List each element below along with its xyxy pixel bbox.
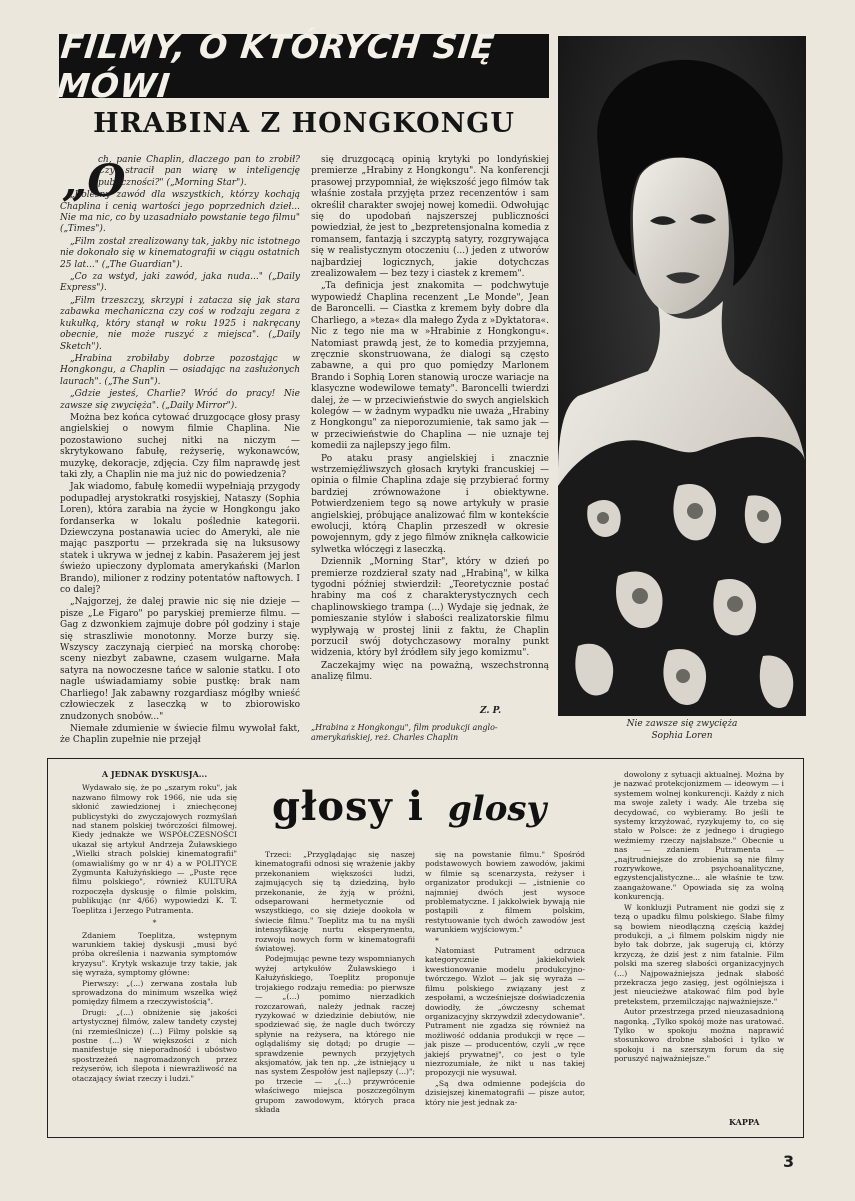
paragraph: Drugi: „(...) obniżenie się jakości artystycznej filmów, zalew tandety czystej (ni rzemieślnicze) (...) Filmy polskie są postne (...) W większości z nich manifestuje się nieporadność i ubóstwo spostrzeżeń nagromadzonych przez reżyserów, ich ślepota i niewrażliwość na otaczający świat rzeczy i ludzi." bbox=[72, 1007, 237, 1083]
box-column-3 bbox=[425, 850, 585, 1130]
article-column-1 bbox=[60, 155, 300, 746]
paragraph: się druzgocącą opinią krytyki po londyńskiej premierze „Hrabiny z Hongkongu". Na konferencji prasowej przypomniał, że większość jego filmów tak właśnie została przyjęta przez recenzentów i sam określił charakter swojej nowej komedii. Odwołując się do upodobań najszerszej publiczności powiedział, że jest to „bezpretensjonalna komedia z romansem, fantazją i szczyptą satyry, rozgrywająca się w realistycznym otoczeniu (...) jeden z utworów najbardziej logicznych, jakie dotychczas zrealizowałem — bez tezy i ciastek z kremem". bbox=[311, 155, 550, 280]
paragraph: „Najgorzej, że dalej prawie nic się nie dzieje — pisze „Le Figaro" po paryskiej premierze filmu. — Gag z dzwonkiem zajmuje dobre pół godziny i staje się straszliwie monotonny. Morze burzy się. Wszyscy zaczynają cierpieć na morską chorobę: sceny niezbyt zabawne, czasem wulgarne. Mała satyra na nowoczesne tańce w salonie statku. I oto nagle uświadamiamy sobie pustkę: brak nam Charliego! Jak zabawny rozgardiasz mógłby wnieść człowieczek z laseczką w to zbiorowisko znudzonych snobów..." bbox=[60, 597, 300, 722]
paragraph: Pierwszy: „(...) zerwana została lub sprowadzona do minimum wszelka więź pomiędzy filmem a rzeczywistością". bbox=[72, 978, 237, 1007]
paragraph: ch, panie Chaplin, dlaczego pan to zrobił? Czy stracił pan wiarę w inteligencję publiczności?" („Morning Star"). bbox=[98, 155, 300, 188]
portrait-illustration bbox=[558, 36, 806, 716]
separator-star: * bbox=[152, 918, 157, 928]
photo-caption-line-2: Sophia Loren bbox=[651, 731, 713, 741]
paragraph: Natomiast Putrament odrzuca kategorycznie jakiekolwiek kwestionowanie modelu produkcyjno-twórczego. Wzlot — jak się wyraża — filmu polskiego związany jest z zespołami, a wcześniejsze doświadczenia dowiodły, że „ówczesny schemat organizacyjny skrzywdził zdecydowanie". Putrament nie zgadza się również na możliwość oddania produkcji w ręce — jak pisze — producentów, czyli „w ręce jakiejś prywatnej", co jest o tyle niezrozumiałe, że nikt u nas takiej propozycji nie wysuwał. bbox=[425, 946, 585, 1078]
box-column-4 bbox=[614, 770, 784, 1125]
paragraph: „Są dwa odmienne podejścia do dzisiejszej kinematografii — pisze autor, który nie jest jednak za- bbox=[425, 1078, 585, 1107]
photo-caption-line-1: Nie zawsze się zwycięża bbox=[626, 719, 738, 729]
paragraph: dowolony z sytuacji aktualnej. Można by je nazwać protekcjonizmem — ideowym — i systemem wolnej konkurencji. Każdy z nich ma swoje zalety i wady. Ale trzeba się decydować, co wybieramy. Bo jeśli te systemy krzyżować, ryzykujemy to, co się stało w Polsce: że z jednego i drugiego weźmiemy rzeczy najsłabsze." Obecnie u nas — zdaniem Putramenta — „najtrudniejsze do zrobienia są nie filmy rozrywkowe, psychoanalityczne, egzystencjalistyczne... ale właśnie te tzw. zaangażowane." Opowiada się za wolną konkurencją. bbox=[614, 770, 784, 902]
paragraph: „Film trzeszczy, skrzypi i zatacza się jak stara zabawka mechaniczna czy coś w rodzaju zegara z kukułką, który stanął w roku 1925 i nakręcany obecnie, nie może ruszyć z miejsca". („Daily Sketch"). bbox=[60, 295, 300, 352]
box-title-part-1: głosy i bbox=[272, 783, 424, 830]
paragraph: „Hrabina zrobiłaby dobrze pozostając w Hongkongu, a Chaplin — osiadając na zasłużonych laurach". („The Sun"). bbox=[60, 353, 300, 387]
paragraph: się na powstanie filmu." Spośród podstawowych bowiem zawodów, jakimi w filmie są scenarzysta, reżyser i organizator produkcji — „istnienie co najmniej dwóch jest wysoce problematyczne. I jakkolwiek bywają nie postąpili z filmem polskim, restytuowanie tych dwóch zawodów jest warunkiem wyjściowym." bbox=[425, 850, 585, 935]
film-caption: „Hrabina z Hongkongu", film produkcji anglo-amerykańskiej, reż. Charles Chaplin bbox=[311, 723, 498, 742]
box-title-part-2: glosy bbox=[448, 789, 547, 829]
sophia-loren-photo bbox=[558, 36, 806, 716]
paragraph: Autor przestrzega przed nieuzasadnioną nagonką. „Tylko spokój może nas uratować. Tylko w spokoju można naprawić stosunkowo drobne słabości i tylko w spokoju i na szerszym forum da się poruszyć najważniejsze." bbox=[614, 1007, 784, 1064]
paragraph: „Gdzie jesteś, Charlie? Wróć do pracy! Nie zawsze się zwycięża". („Daily Mirror"). bbox=[60, 389, 300, 411]
paragraph: „Co za wstyd, jaki zawód, jaka nuda..." („Daily Express"). bbox=[60, 272, 300, 294]
box-column-2 bbox=[255, 850, 415, 1130]
box-signature: KAPPA bbox=[729, 1117, 760, 1127]
box-column-heading: A JEDNAK DYSKUSJA... bbox=[101, 769, 208, 779]
paragraph: „Bolesny zawód dla wszystkich, którzy kochają Chaplina i cenią wartości jego poprzednich dzieł... Nie ma nic, co by uzasadniało powstanie tego filmu" („Times"). bbox=[60, 190, 300, 235]
paragraph: „Ta definicja jest znakomita — podchwytuje wypowiedź Chaplina recenzent „Le Monde", Jean de Baroncelli. — Ciastka z kremem były dobre dla Charliego, a »teza« dla małego Żyda z »Dyktatora«. Nic z tego nie ma w »Hrabinie z Hongkongu«. Natomiast prawdą jest, że to komedia przyjemna, zręcznie skonstruowana, że dialogi są często zabawne, a qui pro quo pomiędzy Marlonem Brando i Sophią Loren stanowią urocze wariacje na klasyczne wodewilowe tematy". Baroncelli twierdzi dalej, że — w przeciwieństwie do swych angielskich kolegów — w żadnym wypadku nie uważa „Hrabiny z Hongkongu" za nieporozumienie, tak samo jak — w przeciwieństwie do Chaplina — nie uznaje tej komedii za najlepszy jego film. bbox=[311, 281, 549, 452]
article-headline: HRABINA Z HONGKONGU bbox=[93, 108, 515, 139]
paragraph: Dziennik „Morning Star", który w dzień po premierze rozdzierał szaty nad „Hrabiną", w kilka tygodni później stwierdził: „Teoretycznie postać hrabiny ma coś z charakterystycznych cech chaplinowskiego trampa (...) Wydaje się jednak, że pomieszanie stylów i słabości realizatorskie filmu wypływają w prostej linii z faktu, że Chaplin porzucił swój dotychczasowy moralny punkt widzenia, który był źródłem siły jego komizmu". bbox=[311, 557, 549, 659]
paragraph: „Film został zrealizowany tak, jakby nic istotnego nie dokonało się w kinematografii w ciągu ostatnich 25 lat..." („The Guardian"). bbox=[60, 236, 300, 270]
article-signature: Z. P. bbox=[480, 706, 502, 716]
paragraph: Jak wiadomo, fabułę komedii wypełniają przygody podupadłej arystokratki rosyjskiej, Nataszy (Sophia Loren), która zarabia na życie w Hongkongu jako fordanserka w lokalu poślednie kategorii. Dziewczyna postanawia uciec do Ameryki, ale nie mając paszportu — przekrada się na luksusowy statek i ukrywa w jednej z kabin. Pasażerem jej jest świeżo upieczony dyplomata amerykański (Marlon Brando), milioner z rodziny potentatów naftowych. I co dalej? bbox=[60, 482, 300, 596]
photo-caption bbox=[558, 718, 806, 742]
paragraph: Podejmując pewne tezy wspomnianych wyżej artykułów Żuławskiego i Kałużyńskiego, Toeplitz proponuje trojakiego rodzaju remedia: po pierwsze — „(...) pomimo nierzadkich rozczarowań, należy jednak raczej ryzykować w dziedzinie debiutów, nie spodziewać się, że nagle duch twórczy spłynie na reżysera, na którego nie oglądaliśmy się dotąd; po drugie — sprawdzenie pewnych przyjętych aksjomatów, jak ten np. „że istniejący u nas system Zespołów jest najlepszy (...)"; po trzecie — „(...) przywrócenie właściwego miejsca poszczególnym grupom zawodowym, których praca składa bbox=[255, 954, 415, 1114]
paragraph: Trzeci: „Przyglądając się naszej kinematografii odnosi się wrażenie jakby przekonaniem większości ludzi, zajmujących się tą dziedziną, było przekonanie, że żyją w próżni, odseparowani hermetycznie od wszystkiego, co się dzieje dookoła w świecie filmu." Toeplitz ma tu na myśli intensyfikację nurtu eksperymentu, rozwoju nowych form w kinematografii światowej. bbox=[255, 850, 415, 954]
separator-star: * bbox=[435, 935, 439, 945]
paragraph: Zaczekajmy więc na poważną, wszechstronną analizę filmu. bbox=[311, 660, 549, 683]
paragraph: Można bez końca cytować druzgocące głosy prasy angielskiej o nowym filmie Chaplina. Nie pozostawiono suchej nitki na niczym — skrytykowano fabułę, reżyserię, wykonawców, muzykę, dekoracje, zdjęcia. Czy film naprawdę jest taki zły, a Chaplin nie ma już nic do powiedzenia? bbox=[60, 412, 300, 480]
paragraph: Niemałe zdumienie w świecie filmu wywołał fakt, że Chaplin zupełnie nie przejął bbox=[60, 723, 300, 746]
paragraph: W konkluzji Putrament nie godzi się z tezą o upadku filmu polskiego. Słabe filmy są bowiem nieodłączną częścią każdej produkcji, a „i filmem polskim nigdy nie było tak dobrze, jak sugerują ci, którzy krzyczą, że dziś jest z nim fatalnie. Film polski ma szereg słabości organizacyjnych (...) Najpoważniejsza jednak słabość przekracza jego zasięg, jest ogólniejsza i jest nieucieżwe atakować film pod byle pretekstem, przemilczając najważniejsze." bbox=[614, 902, 784, 1006]
page-number: 3 bbox=[783, 1152, 795, 1171]
paragraph: Zdaniem Toeplitza, wstępnym warunkiem takiej dyskusji „musi być próba określenia i nazwania symptomów kryzysu". Krytyk wskazuje trzy takie, jak się wyraża, symptomy główne: bbox=[72, 930, 237, 978]
box-column-1 bbox=[72, 770, 237, 1125]
paragraph: Po ataku prasy angielskiej i znacznie wstrzemięźliwszych głosach krytyki francuskiej — opinia o filmie Chaplina zdaje się przybierać formy bardziej zrównoważone i obiektywne. Potwierdzeniem tego są nowe artykuły w prasie angielskiej, próbujące analizować film w kontekście ewolucji, którą Chaplin przeszedł w okresie powojennym, gdy z jego filmów zniknęła całkowicie sylwetka włóczęgi z laseczką. bbox=[311, 453, 549, 555]
article-column-2 bbox=[311, 155, 549, 715]
section-banner-title: FILMY, O KTÓRYCH SIĘ MÓWI bbox=[54, 27, 497, 105]
section-banner bbox=[54, 27, 549, 105]
drop-cap: „O bbox=[62, 156, 126, 207]
paragraph: Wydawało się, że po „szarym roku", jak nazwano filmowy rok 1966, nie uda się skłonić zawiedzionej i zniechęconej publicystyki do zwyczajowych rozmyślań nad stanem polskiej twórczości filmowej. Kiedy jednakże we WSPÓŁCZESNOŚCI ukazał się artykuł Andrzeja Żuławskiego „Wielki strach polskiej kinematografii" (omawialiśmy go w nr 4) a w POLITYCE Zygmunta Kałużyńskiego — „Puste ręce filmu polskiego", również KULTURA rozpoczęła dyskusję o filmie polskim, publikując (nr 4/66) wypowiedzi K. T. Toeplitza i Jerzego Putramenta. bbox=[72, 783, 237, 915]
